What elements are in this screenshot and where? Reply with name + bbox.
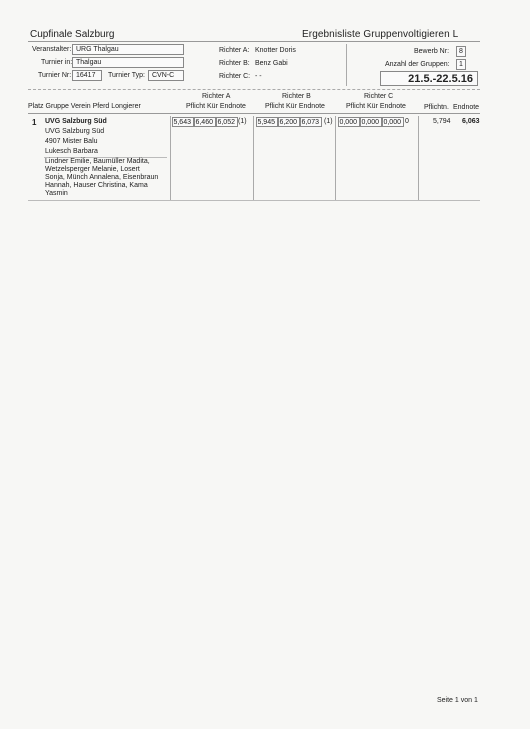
richter-b-name: Benz Gabi — [255, 60, 288, 67]
a-kuer-score: 6,460 — [194, 117, 216, 127]
member-line: Yasmin — [45, 190, 68, 197]
turnier-nr-field: 16417 — [72, 70, 102, 81]
info-divider-bottom — [28, 89, 480, 90]
turnier-typ-field: CVN-C — [148, 70, 184, 81]
a-sub-header: Pflicht Kür Endnote — [186, 103, 246, 110]
richter-a-label: Richter A: — [219, 47, 250, 54]
richter-b-header: Richter B — [282, 93, 311, 100]
c-rank: 0 — [405, 118, 409, 125]
longierer: Lukesch Barbara — [45, 148, 98, 155]
column-separator — [170, 116, 171, 200]
b-sub-header: Pflicht Kür Endnote — [265, 103, 325, 110]
pferd: 4907 Mister Balu — [45, 138, 98, 145]
gruppe: UVG Salzburg Süd — [45, 118, 107, 125]
header-divider — [28, 113, 480, 114]
platz: 1 — [32, 118, 37, 127]
member-line: Hannah, Hauser Christina, Kama — [45, 182, 148, 189]
richter-a-header: Richter A — [202, 93, 231, 100]
member-line: Lindner Emilie, Baumüller Madita, — [45, 158, 150, 165]
turnier-in-label: Turnier in: — [41, 59, 73, 66]
a-endnote-score: 6,052 — [216, 117, 238, 127]
title-divider — [28, 41, 480, 42]
member-list — [45, 158, 158, 198]
column-separator — [253, 116, 254, 200]
b-endnote-score: 6,073 — [300, 117, 322, 127]
veranstalter-field: URG Thalgau — [72, 44, 184, 55]
c-sub-header: Pflicht Kür Endnote — [346, 103, 406, 110]
column-separator — [418, 116, 419, 200]
a-pflicht-score: 5,643 — [172, 117, 194, 127]
turnier-nr-label: Turnier Nr: — [38, 72, 72, 79]
list-title: Ergebnisliste Gruppenvoltigieren L — [302, 29, 459, 40]
c-pflicht-score: 0,000 — [338, 117, 360, 127]
column-separator — [335, 116, 336, 200]
bewerb-nr-label: Bewerb Nr: — [414, 48, 450, 55]
b-rank: (1) — [324, 118, 333, 125]
veranstalter-label: Veranstalter: — [32, 46, 72, 53]
bewerb-nr-field: 8 — [456, 46, 466, 57]
verein: UVG Salzburg Süd — [45, 128, 105, 135]
richter-c-header: Richter C — [364, 93, 394, 100]
richter-a-name: Knotter Doris — [255, 47, 296, 54]
anzahl-field: 1 — [456, 59, 466, 70]
page-number: Seite 1 von 1 — [437, 697, 478, 704]
endnote-total: 6,063 — [462, 118, 480, 125]
member-line: Sonja, Münch Annalena, Eisenbraun — [45, 174, 159, 181]
pflichtn-header: Pflichtn. — [424, 104, 449, 111]
member-line: Wetzelsperger Melanie, Losert — [45, 166, 140, 173]
table-bottom-rule — [28, 200, 480, 201]
turnier-in-field: Thalgau — [72, 57, 184, 68]
anzahl-label: Anzahl der Gruppen: — [385, 61, 450, 68]
b-pflicht-score: 5,945 — [256, 117, 278, 127]
info-divider — [346, 44, 347, 86]
pflichtn-total: 5,794 — [433, 118, 451, 125]
richter-c-name: - - — [255, 73, 262, 80]
richter-b-label: Richter B: — [219, 60, 250, 67]
date-range: 21.5.-22.5.16 — [380, 71, 478, 86]
richter-c-label: Richter C: — [219, 73, 251, 80]
endnote-header: Endnote — [453, 104, 480, 111]
a-rank: (1) — [238, 118, 247, 125]
c-endnote-score: 0,000 — [382, 117, 404, 127]
b-kuer-score: 6,200 — [278, 117, 300, 127]
competition-title: Cupfinale Salzburg — [30, 29, 115, 40]
columns-left-header: Platz Gruppe Verein Pferd Longierer — [28, 103, 141, 110]
turnier-typ-label: Turnier Typ: — [108, 72, 145, 79]
c-kuer-score: 0,000 — [360, 117, 382, 127]
